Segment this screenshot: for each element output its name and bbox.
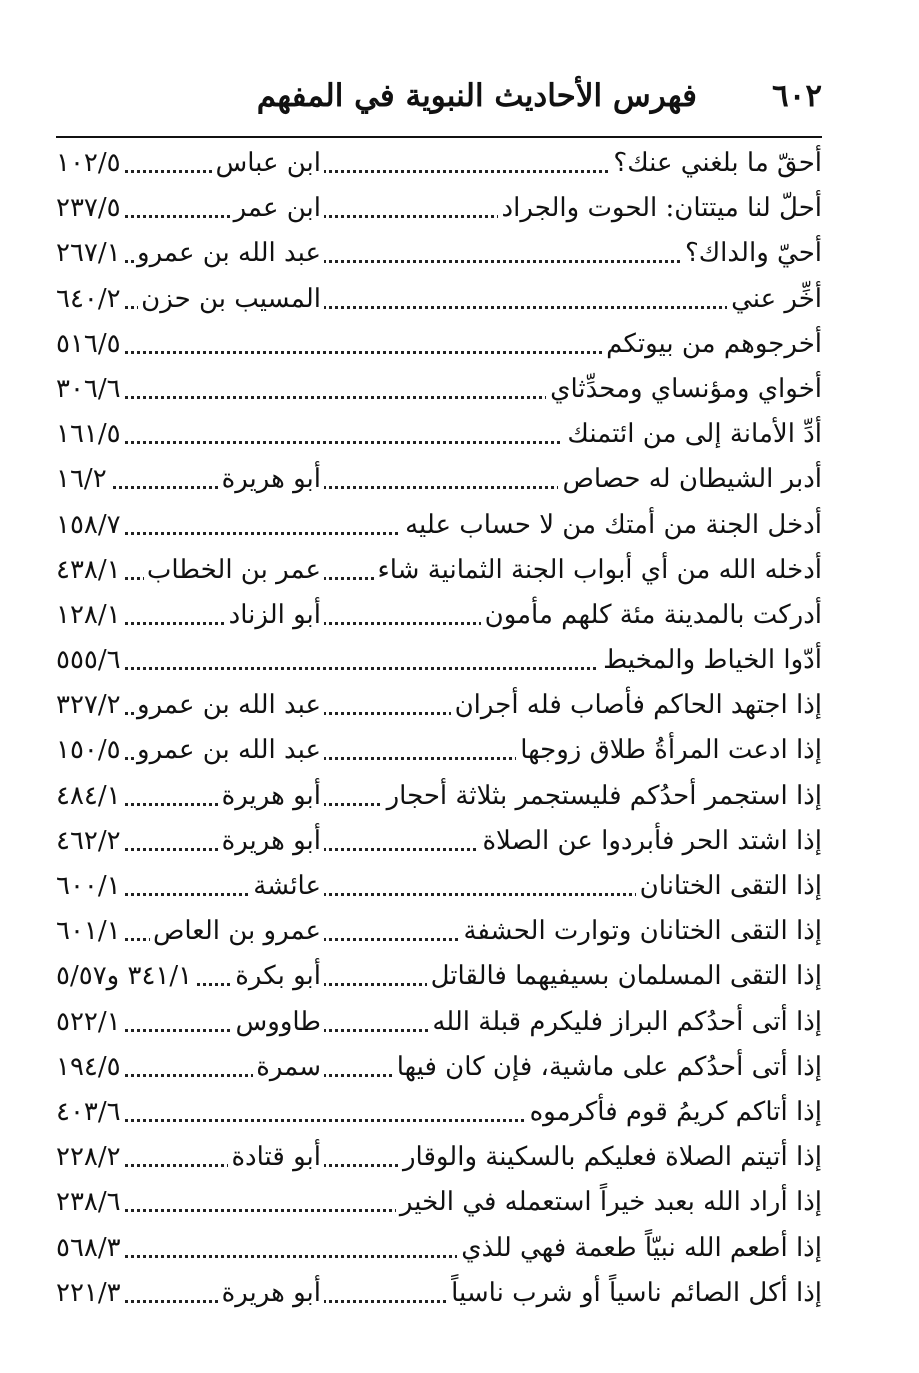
volume-page-reference: ٥٢٢/١ — [56, 1005, 125, 1039]
narrator-name: عبد الله بن عمرو — [134, 238, 324, 268]
index-entry — [56, 818, 822, 863]
hadith-text: إذا ادعت المرأةُ طلاق زوجها — [516, 733, 822, 767]
narrator-cell — [154, 869, 324, 903]
volume-page-reference: ٢٣٨/٦ — [56, 1185, 125, 1219]
index-entry — [56, 953, 822, 998]
narrator-cell — [154, 914, 324, 948]
volume-page-reference: ١٦١/٥ — [56, 417, 125, 451]
volume-page-reference: ٦٤٠/٢ — [56, 282, 125, 316]
volume-page-reference: ٥٦٨/٣ — [56, 1231, 125, 1265]
narrator-name: عبد الله بن عمرو — [134, 735, 324, 765]
volume-page-reference: ٤٦٢/٢ — [56, 824, 125, 858]
hadith-text: إذا أكل الصائم ناسياً أو شرب ناسياً — [447, 1276, 822, 1310]
index-entry — [56, 773, 822, 818]
index-entry — [56, 908, 822, 953]
hadith-text: إذا استجمر أحدُكم فليستجمر بثلاثة أحجار — [383, 779, 822, 813]
narrator-cell — [154, 1140, 324, 1174]
narrator-cell — [154, 779, 324, 813]
volume-page-reference: ٣٤١/١ و٥/٥٧ — [56, 959, 196, 993]
hadith-text: أدِّ الأمانة إلى من ائتمنك — [563, 417, 822, 451]
volume-page-reference: ٤٣٨/١ — [56, 553, 125, 587]
index-entry — [56, 1089, 822, 1134]
narrator-name: أبو قتادة — [228, 1142, 324, 1172]
hadith-text: إذا أطعم الله نبيّاً طعمة فهي للذي — [457, 1231, 822, 1265]
hadith-text: أحلّ لنا ميتتان: الحوت والجراد — [498, 191, 822, 225]
volume-page-reference: ٣٢٧/٢ — [56, 688, 125, 722]
index-entry — [56, 502, 822, 547]
hadith-text: أدّوا الخياط والمخيط — [599, 643, 822, 677]
volume-page-reference: ١٠٢/٥ — [56, 146, 125, 180]
index-entry — [56, 637, 822, 682]
volume-page-reference: ١٦/٢ — [56, 462, 111, 496]
volume-page-reference: ١٥٠/٥ — [56, 733, 125, 767]
narrator-cell — [154, 598, 324, 632]
index-entry — [56, 863, 822, 908]
running-title: فهرس الأحاديث النبوية في المفهم — [256, 78, 697, 114]
volume-page-reference: ٢٦٧/١ — [56, 236, 125, 270]
narrator-name: سمرة — [253, 1052, 324, 1082]
hadith-text: إذا أراد الله بعبد خيراً استعمله في الخير — [396, 1185, 822, 1219]
index-entry — [56, 140, 822, 185]
index-entry — [56, 321, 822, 366]
hadith-text: إذا اجتهد الحاكم فأصاب فله أجران — [451, 688, 822, 722]
index-entry — [56, 1134, 822, 1179]
hadith-text: إذا أتى أحدُكم على ماشية، فإن كان فيها — [393, 1050, 822, 1084]
index-entry — [56, 682, 822, 727]
hadith-text: أدبر الشيطان له حصاص — [558, 462, 822, 496]
narrator-cell — [137, 733, 324, 767]
narrator-name: أبو هريرة — [219, 781, 324, 811]
volume-page-reference: ١٩٤/٥ — [56, 1050, 125, 1084]
hadith-text: أخِّر عني — [727, 282, 822, 316]
hadith-text: إذا أتيتم الصلاة فعليكم بالسكينة والوقار — [399, 1140, 822, 1174]
hadith-text: إذا أتاكم كريمُ قوم فأكرموه — [526, 1095, 822, 1129]
hadith-text: أدخله الله من أي أبواب الجنة الثمانية شاء — [374, 553, 822, 587]
volume-page-reference: ٦٠١/١ — [56, 914, 125, 948]
hadith-text: إذا التقى الختانان — [636, 869, 822, 903]
narrator-name: أبو هريرة — [219, 1278, 324, 1308]
hadith-text: إذا التقى المسلمان بسيفيهما فالقاتل — [427, 959, 822, 993]
narrator-cell — [154, 1276, 324, 1310]
hadith-text: إذا التقى الختانان وتوارت الحشفة — [459, 914, 822, 948]
narrator-name: ابن عباس — [212, 148, 324, 178]
page-header — [56, 78, 822, 124]
index-entry — [56, 547, 822, 592]
volume-page-reference: ٣٠٦/٦ — [56, 372, 125, 406]
narrator-cell — [154, 1005, 324, 1039]
volume-page-reference: ٢٢٨/٢ — [56, 1140, 125, 1174]
index-entry — [56, 1044, 822, 1089]
hadith-text: أحيّ والداك؟ — [681, 236, 822, 270]
narrator-name: طاووس — [233, 1007, 324, 1037]
narrator-cell — [154, 1050, 324, 1084]
page-number: ٦٠٢ — [772, 78, 822, 114]
volume-page-reference: ٤٨٤/١ — [56, 779, 125, 813]
narrator-cell — [154, 146, 324, 180]
volume-page-reference: ١٢٨/١ — [56, 598, 125, 632]
index-entry — [56, 411, 822, 456]
narrator-cell — [141, 282, 324, 316]
index-entry — [56, 230, 822, 275]
hadith-text: أدركت بالمدينة مئة كلهم مأمون — [481, 598, 822, 632]
volume-page-reference: ٢٢١/٣ — [56, 1276, 125, 1310]
narrator-name: أبو الزناد — [226, 600, 324, 630]
narrator-name: عمرو بن العاص — [150, 916, 324, 946]
narrator-cell — [154, 462, 324, 496]
volume-page-reference: ٥١٦/٥ — [56, 327, 125, 361]
narrator-name: ابن عمر — [231, 193, 324, 223]
narrator-name: أبو بكرة — [232, 961, 324, 991]
header-rule — [56, 136, 822, 138]
index-entry — [56, 1179, 822, 1224]
narrator-name: عبد الله بن عمرو — [134, 690, 324, 720]
narrator-name: أبو هريرة — [219, 464, 324, 494]
volume-page-reference: ٤٠٣/٦ — [56, 1095, 125, 1129]
hadith-text: أخرجوهم من بيوتكم — [602, 327, 822, 361]
hadith-text: إذا اشتد الحر فأبردوا عن الصلاة — [478, 824, 822, 858]
index-entry — [56, 456, 822, 501]
index-entry — [56, 185, 822, 230]
narrator-name: عمر بن الخطاب — [144, 555, 324, 585]
hadith-text: أخواي ومؤنساي ومحدِّثاي — [546, 372, 822, 406]
volume-page-reference: ٦٠٠/١ — [56, 869, 125, 903]
index-entry — [56, 366, 822, 411]
narrator-cell — [154, 824, 324, 858]
narrator-cell — [137, 236, 324, 270]
hadith-text: أحقّ ما بلغني عنك؟ — [609, 146, 822, 180]
index-entry — [56, 1270, 822, 1315]
hadith-text: إذا أتى أحدُكم البراز فليكرم قبلة الله — [428, 1005, 822, 1039]
index-entry — [56, 727, 822, 772]
hadith-index-list — [56, 140, 822, 1315]
volume-page-reference: ٢٣٧/٥ — [56, 191, 125, 225]
narrator-cell — [137, 688, 324, 722]
narrator-name: أبو هريرة — [219, 826, 324, 856]
narrator-name: المسيب بن حزن — [138, 284, 324, 314]
volume-page-reference: ٥٥٥/٦ — [56, 643, 125, 677]
index-entry — [56, 1225, 822, 1270]
index-entry — [56, 999, 822, 1044]
index-entry — [56, 276, 822, 321]
hadith-text: أدخل الجنة من أمتك من لا حساب عليه — [401, 508, 822, 542]
narrator-cell — [154, 191, 324, 225]
index-entry — [56, 592, 822, 637]
narrator-name: عائشة — [250, 871, 324, 901]
narrator-cell — [146, 553, 324, 587]
volume-page-reference: ١٥٨/٧ — [56, 508, 125, 542]
